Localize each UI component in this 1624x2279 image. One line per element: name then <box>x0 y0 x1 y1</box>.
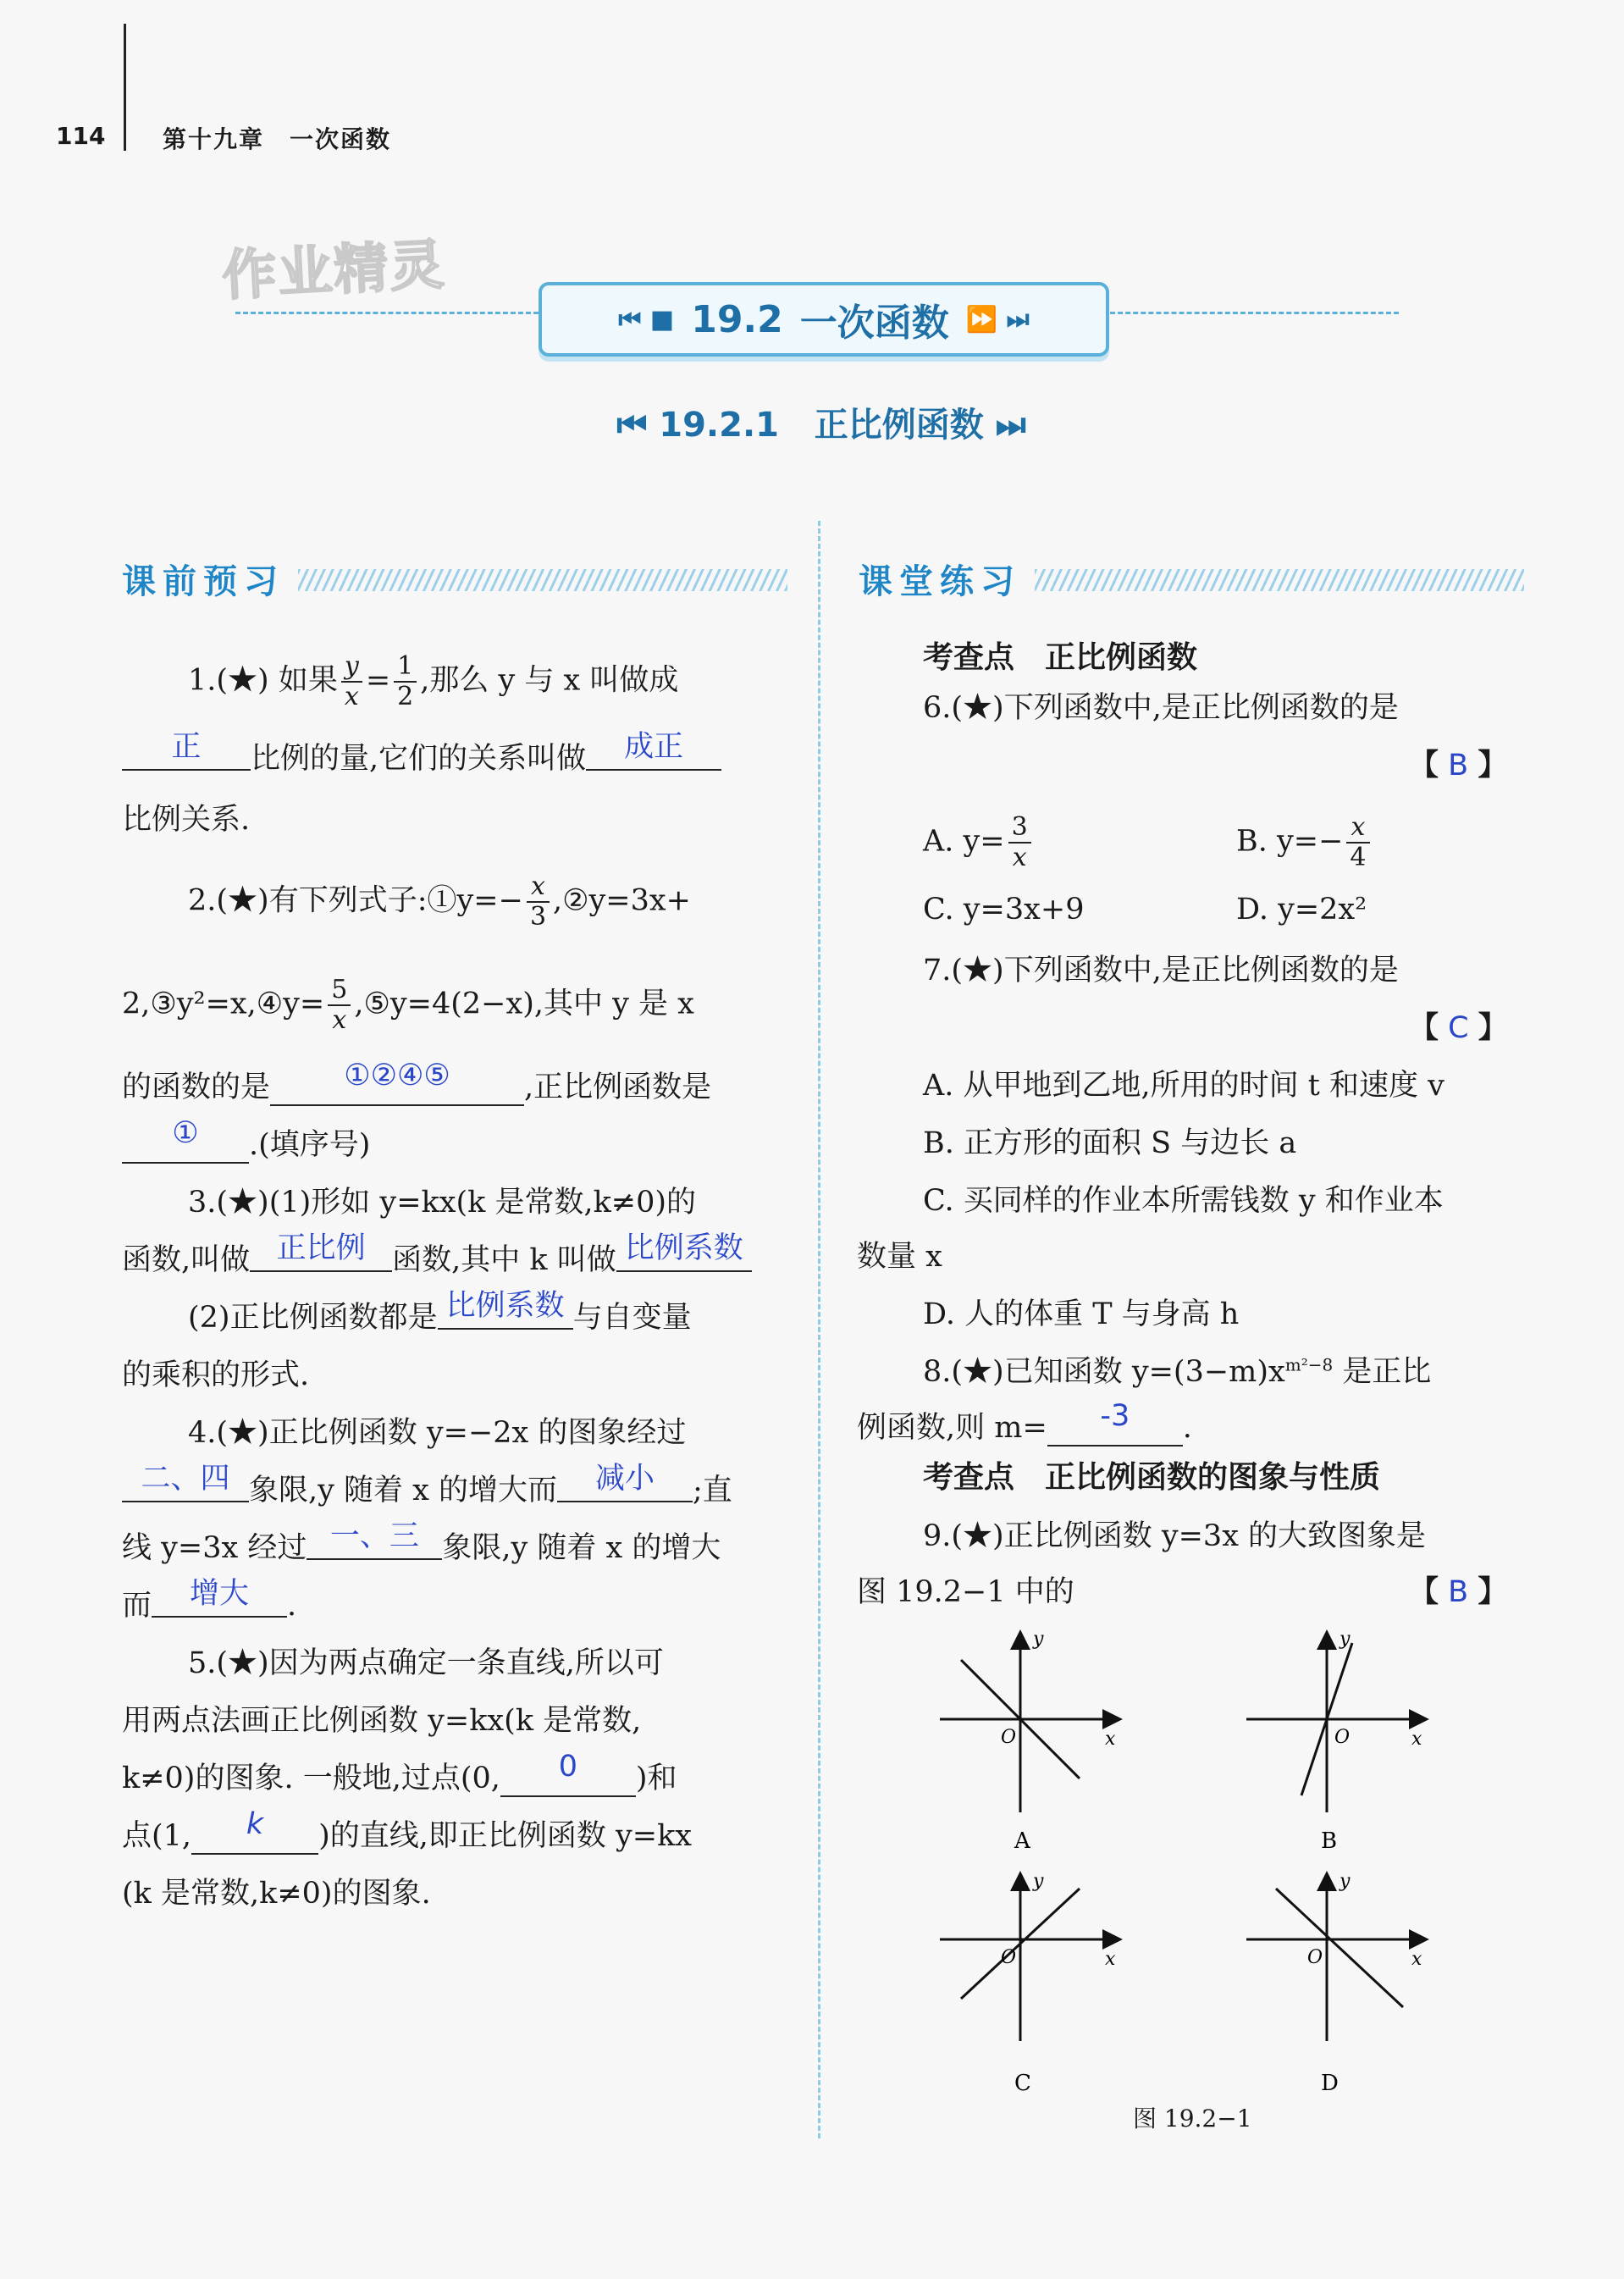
q7-option-b: B. 正方形的面积 S 与边长 a <box>923 1126 1297 1160</box>
q4-line4: 而 增大 . <box>122 1577 297 1623</box>
q7-stem: 7.(★)下列函数中,是正比例函数的是 <box>923 954 1399 987</box>
figure-caption: 图 19.2−1 <box>1133 2105 1252 2132</box>
q7-option-d: D. 人的体重 T 与身高 h <box>923 1297 1240 1331</box>
section-preview-hatch <box>298 569 787 591</box>
q4-answer-4: 增大 <box>190 1577 250 1611</box>
graph-b-label: B <box>1321 1828 1338 1854</box>
forward-icon: ⏩ ⏭ <box>965 304 1030 335</box>
section-preview-title: 课前预习 <box>122 562 284 601</box>
q3-answer-1: 正比例 <box>276 1231 366 1265</box>
q6-answer-bracket: 【 B 】 <box>1409 749 1508 783</box>
graph-d-origin: O <box>1307 1947 1323 1968</box>
q1-line1: 1.(★) 如果 $\frac{y}{x}$ = $\frac{1}{2}$ ,那么 y 与 x 叫做成 <box>188 651 679 711</box>
graph-a-y-label: y <box>1033 1629 1044 1650</box>
q4-answer-3: 一、三 <box>329 1519 419 1553</box>
q5-line2: 用两点法画正比例函数 y=kx(k 是常数, <box>122 1704 642 1738</box>
q4-line1: 4.(★)正比例函数 y=−2x 的图象经过 <box>188 1416 687 1450</box>
subsection-title: ⏮ 19.2.1 正比例函数 ⏭ <box>616 406 1026 445</box>
q6-option-b: B. y=− $\frac{x}{4}$ <box>1236 813 1373 872</box>
q5-line1: 5.(★)因为两点确定一条直线,所以可 <box>188 1646 664 1680</box>
graph-d-y-label: y <box>1340 1871 1351 1892</box>
graph-d-x-label: x <box>1411 1949 1422 1970</box>
graph-c-label: C <box>1014 2071 1031 2096</box>
q4-line3: 线 y=3x 经过 一、三 象限,y 随着 x 的增大 <box>122 1519 721 1565</box>
q3-line1: 3.(★)(1)形如 y=kx(k 是常数,k≠0)的 <box>188 1186 697 1220</box>
q7-option-c1: C. 买同样的作业本所需钱数 y 和作业本 <box>923 1184 1444 1218</box>
graph-d <box>1246 1871 1424 2096</box>
figure-graphs <box>931 1626 1456 2100</box>
q7-answer-bracket: 【 C 】 <box>1409 1011 1508 1045</box>
q7-option-a: A. 从甲地到乙地,所用的时间 t 和速度 v <box>923 1069 1444 1103</box>
q1-line3: 比例关系. <box>122 803 251 837</box>
q4-answer-2: 减小 <box>595 1462 655 1496</box>
graph-b-x-label: x <box>1411 1729 1422 1750</box>
graph-c <box>940 1871 1118 2096</box>
q4-line2: 二、四 象限,y 随着 x 的增大而 减小 ;直 <box>122 1467 732 1509</box>
q9-answer-bracket: 【 B 】 <box>1409 1575 1508 1609</box>
watermark: 作业精灵 <box>220 234 448 308</box>
q5-answer-1: 0 <box>558 1750 578 1784</box>
chapter-title: 第十九章 一次函数 <box>163 125 392 153</box>
q6-option-a: A. y= $\frac{3}{x}$ <box>923 813 1035 872</box>
q3-answer-2: 比例系数 <box>624 1231 743 1265</box>
q5-line5: (k 是常数,k≠0)的图象. <box>122 1877 431 1911</box>
graph-c-origin: O <box>1001 1947 1017 1968</box>
q7-option-c2: 数量 x <box>857 1240 942 1274</box>
q1-answer-1: 正 <box>171 730 202 764</box>
q5-answer-2: k <box>246 1807 264 1841</box>
graph-b-origin: O <box>1334 1727 1351 1748</box>
graph-a-label: A <box>1014 1828 1030 1854</box>
q5-line4: 点(1, k )的直线,即正比例函数 y=kx <box>122 1807 693 1853</box>
q1-line2: 正 比例的量,它们的关系叫做 成正 <box>122 735 721 777</box>
q1-answer-2: 成正 <box>624 730 684 764</box>
q8-line2: 例函数,则 m= -3 . <box>857 1399 1192 1445</box>
skip-forward-icon: ⏭ <box>995 406 1026 445</box>
banner-title: 一次函数 <box>799 301 949 345</box>
rewind-icon: ⏮ ■ <box>618 304 675 335</box>
graph-a <box>940 1629 1118 1854</box>
graph-b-y-label: y <box>1340 1629 1351 1650</box>
q8-answer: -3 <box>1100 1399 1130 1433</box>
skip-back-icon: ⏮ <box>616 406 648 445</box>
q9-line1: 9.(★)正比例函数 y=3x 的大致图象是 <box>923 1519 1427 1553</box>
q6-option-c: C. y=3x+9 <box>923 893 1085 927</box>
column-divider <box>818 521 820 2138</box>
graph-b <box>1246 1629 1424 1854</box>
banner-number: 19.2 <box>691 297 783 341</box>
q4-answer-1: 二、四 <box>141 1462 230 1496</box>
section-practice-title: 课堂练习 <box>859 562 1021 601</box>
graph-d-label: D <box>1321 2071 1339 2096</box>
q9-line2: 图 19.2−1 中的 <box>857 1575 1074 1609</box>
banner-line-right <box>1102 312 1399 314</box>
q5-line3: k≠0)的图象. 一般地,过点(0, 0 )和 <box>122 1750 677 1795</box>
knowledge-point-1: 考查点 正比例函数 <box>923 640 1198 675</box>
q2-line1: 2.(★)有下列式子:①y=− $\frac{x}{3}$ ,②y=3x+ <box>188 871 691 932</box>
q3-answer-3: 比例系数 <box>445 1289 565 1323</box>
banner-line-left <box>235 312 539 314</box>
knowledge-point-2: 考查点 正比例函数的图象与性质 <box>923 1460 1381 1495</box>
q7-answer: C <box>1448 1011 1469 1045</box>
q9-answer: B <box>1448 1575 1469 1609</box>
section-practice-hatch <box>1035 569 1524 591</box>
q6-stem: 6.(★)下列函数中,是正比例函数的是 <box>923 691 1399 725</box>
q3-line2: 函数,叫做 正比例 函数,其中 k 叫做 比例系数 <box>122 1236 752 1279</box>
graph-a-x-label: x <box>1105 1729 1116 1750</box>
page-number: 114 <box>56 122 106 150</box>
q6-option-d: D. y=2x² <box>1236 893 1367 927</box>
header-rule <box>124 24 126 151</box>
q2-line3: 的函数的是 ①②④⑤ ,正比例函数是 <box>122 1059 712 1104</box>
q3-line3: (2)正比例函数都是 比例系数 与自变量 <box>188 1289 692 1335</box>
graph-c-x-label: x <box>1105 1949 1116 1970</box>
graph-c-y-label: y <box>1033 1871 1044 1892</box>
graph-a-origin: O <box>1001 1727 1017 1748</box>
q2-answer-2: ① <box>172 1116 199 1150</box>
q2-answer-1: ①②④⑤ <box>344 1059 450 1092</box>
q3-line4: 的乘积的形式. <box>122 1358 310 1392</box>
q8-line1: 8.(★)已知函数 $y=(3-m)x^{m^2-8}$ 是正比 <box>923 1354 1432 1389</box>
q2-line2: 2,③y²=x,④y= $\frac{5}{x}$ ,⑤y=4(2−x),其中 y 是 x <box>122 975 694 1035</box>
q2-line4: ① .(填序号) <box>122 1121 370 1164</box>
q6-answer: B <box>1448 749 1469 783</box>
section-banner <box>539 282 1109 357</box>
